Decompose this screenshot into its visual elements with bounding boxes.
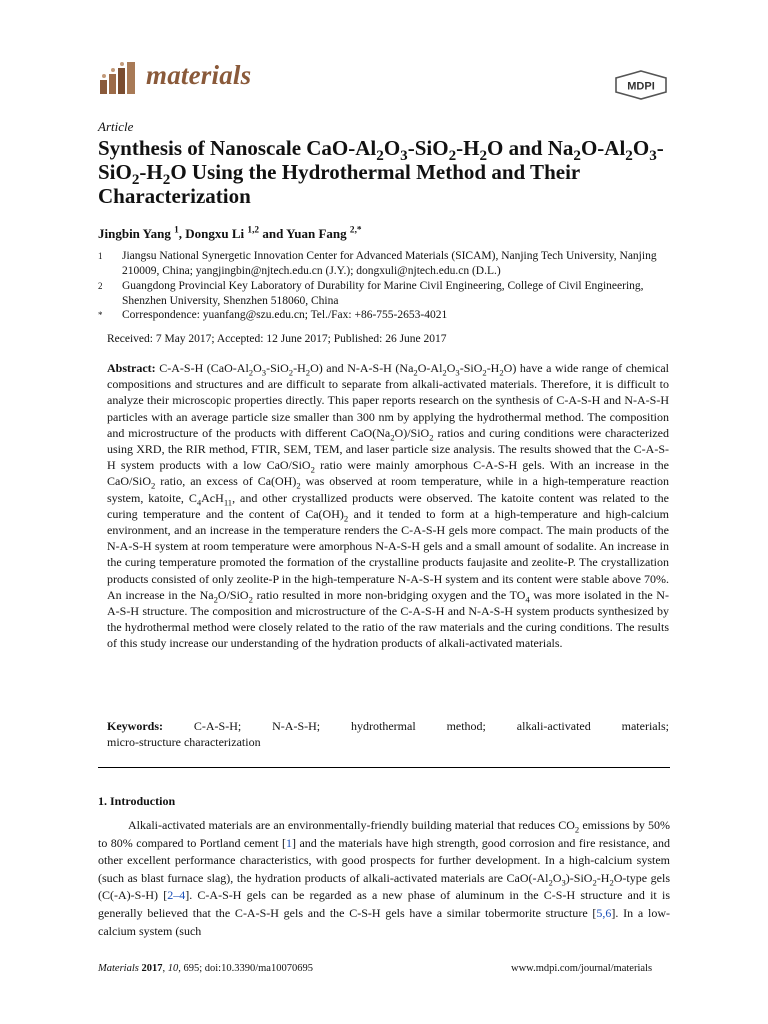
- journal-url[interactable]: www.mdpi.com/journal/materials: [511, 963, 653, 974]
- keyword: method;: [446, 719, 486, 733]
- mdpi-logo-text: MDPI: [627, 80, 655, 93]
- keywords-label: Keywords:: [107, 719, 163, 733]
- correspondence-marker: *: [98, 310, 103, 320]
- article-type: Article: [98, 119, 134, 134]
- affiliation-marker: 2: [98, 281, 103, 291]
- keywords: [107, 718, 669, 750]
- introduction-paragraph: Alkali-activated materials are an environmentally-friendly building material that reduces $CO_2$ emissions by 50% to 80% compared to Portland cement [1] and the materials have high strength, good corrosion and fire resistance, and other excellent performance characteristics, with good prospects for further development. In a high-calcium system (such as blast furnace slag), the hydration products of alkali-activated materials are $CaO(-Al_2O_3)-SiO_2-H_2O$-type gels (C(-A)-S-H) [2–4]. C-A-S-H gels can be regarded as a new phase of aluminum in the C-S-H structure and it is generally believed that the C-A-S-H gels and the C-S-H gels have a similar tobermorite structure [5,6]. In a low-calcium system (such: [98, 818, 671, 938]
- article-title: Synthesis of Nanoscale CaO-$Al_2O_3-SiO_2-H_2O$ and $Na_2O-Al_2O_3-SiO_2-H_2O$ Using the Hydrothermal Method and Their Characterization: [98, 136, 664, 208]
- abstract: [107, 360, 669, 652]
- mdpi-logo-icon: [614, 70, 668, 100]
- affiliation-text: Jiangsu National Synergetic Innovation Center for Advanced Materials (SICAM), Nanjing Tech University, Nanjing 210009, China; yangjingbin@njtech.edu.cn (J.Y.); dongxuli@njtech.edu.cn (D.L.): [122, 250, 657, 277]
- author-list: Jingbin Yang $^1$, Dongxu Li $^{1,2}$ and Yuan Fang $^{2,*}$: [98, 225, 362, 241]
- abstract-text: C-A-S-H $(CaO-Al_2O_3-SiO_2-H_2O)$ and N-A-S-H $(Na_2O-Al_2O_3-SiO_2-H_2O)$ have a wide range of chemical compositions and structures and are difficult to separate from alkali-activated materials. Therefore, it is difficult to analyze their microscopic properties directly. This paper reports research on the synthesis of C-A-S-H and N-A-S-H particles with an average particle size smaller than 300 nm by applying the hydrothermal method. The composition and microstructure of the products with different $CaO(Na_2O)/SiO_2$ ratios and curing conditions were characterized using XRD, the RIR method, FTIR, SEM, TEM, and laser particle size analysis. The results showed that the C-A-S-H system products with a low CaO/SiO$_2$ ratio were mainly amorphous C-A-S-H gels. With an increase in the CaO/SiO$_2$ ratio, an excess of $Ca(OH)_2$ was observed at room temperature, while in a high-temperature reaction system, katoite, $C_4AcH_{11}$, and other crystallized products were observed. The katoite content was related to the curing temperature and the content of $Ca(OH)_2$ and it tended to form at a high-temperature and high-calcium environment, and an increase in the temperature renders the C-A-S-H gels more compact. The main products of the N-A-S-H system at room temperature were amorphous N-A-S-H gels and a small amount of sodalite. An increase in the curing temperature promoted the formation of the crystalline products faujasite and zeolite-P. The crystallization products consisted of only zeolite-P in the high-temperature N-A-S-H system and its content were stable above 70%. An increase in the $Na_2O/SiO_2$ ratio resulted in more non-bridging oxygen and the $TO_4$ was more isolated in the N-A-S-H structure. The composition and microstructure of the C-A-S-H and N-A-S-H system products synthesized by the hydrothermal method were closely related to the ratio of the raw materials and the curing conditions. The results of this study increase our understanding of the hydration products of alkali-activated materials.: [107, 361, 670, 651]
- keyword: C-A-S-H;: [193, 719, 242, 733]
- abstract-label: Abstract:: [107, 361, 156, 375]
- section-divider: [98, 767, 670, 768]
- correspondence-text: Correspondence: yuanfang@szu.edu.cn; Tel./Fax: +86-755-2653-4021: [122, 309, 448, 321]
- citation-footer: Materials 2017, 10, 695; doi:10.3390/ma10070695: [98, 963, 313, 974]
- keywords-line-2: micro-structure characterization: [107, 735, 261, 750]
- keyword: N-A-S-H;: [272, 719, 321, 733]
- affiliation-marker: 1: [98, 251, 103, 261]
- affiliation-1: [98, 249, 678, 279]
- journal-logo-icon: [98, 58, 138, 96]
- affiliation-2: [98, 279, 678, 309]
- correspondence: [98, 308, 678, 323]
- keyword: alkali-activated: [516, 719, 591, 733]
- journal-name: materials: [146, 60, 252, 90]
- keyword: hydrothermal: [351, 719, 416, 733]
- publication-dates: Received: 7 May 2017; Accepted: 12 June 2017; Published: 26 June 2017: [107, 333, 447, 345]
- section-heading: 1. Introduction: [98, 794, 176, 808]
- affiliation-text: Guangdong Provincial Key Laboratory of Durability for Marine Civil Engineering, College of Civil Engineering, Shenzhen University, Shenzhen 518060, China: [122, 280, 644, 307]
- keyword: materials;: [621, 719, 669, 733]
